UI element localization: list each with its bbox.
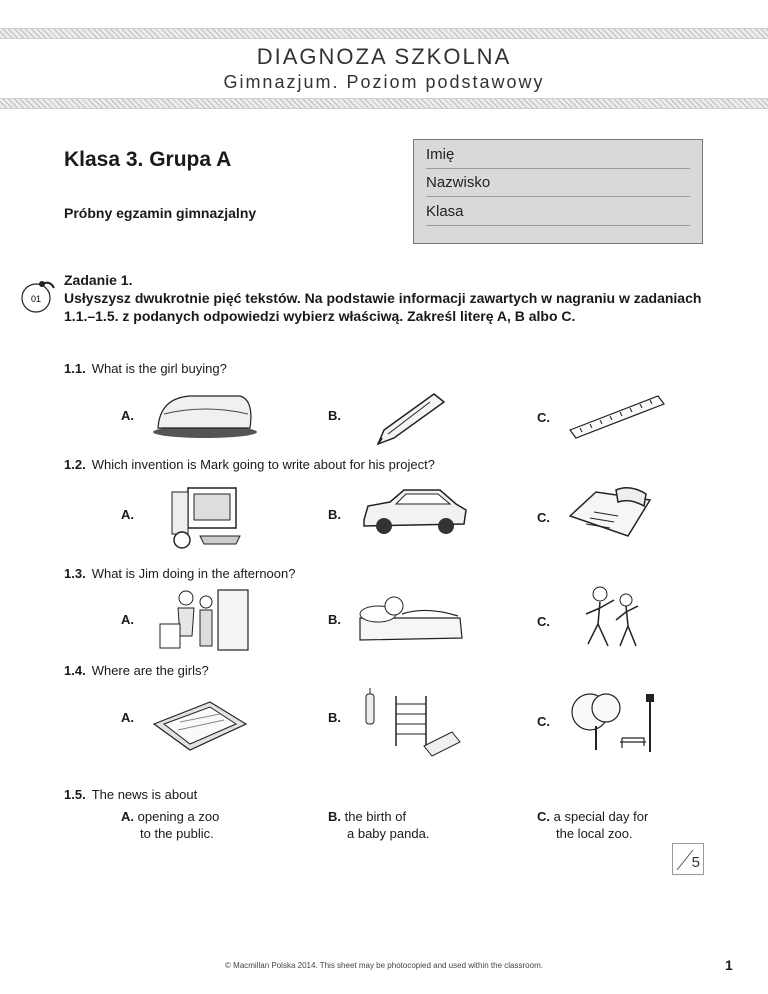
question-1-5 (64, 787, 197, 802)
question-1-4 (64, 663, 209, 678)
question-text: Which invention is Mark going to write about for his project? (91, 457, 435, 472)
question-number: 1.5. (64, 787, 86, 802)
option-c[interactable]: C. (537, 510, 550, 525)
option-b[interactable]: B. (328, 710, 341, 725)
option-c[interactable]: C. (537, 410, 550, 425)
option-a[interactable]: A. (121, 507, 134, 522)
pen-icon (370, 388, 450, 448)
question-number: 1.1. (64, 361, 86, 376)
score-max: 5 (691, 854, 700, 871)
question-number: 1.4. (64, 663, 86, 678)
question-number: 1.3. (64, 566, 86, 581)
pencil-case-icon (150, 390, 260, 440)
option-b[interactable]: B. (328, 507, 341, 522)
option-b[interactable]: B. (328, 612, 341, 627)
header-subtitle: Gimnazjum. Poziom podstawowy (223, 72, 545, 92)
class-title: Klasa 3. Grupa A (64, 148, 232, 171)
kitchen-people-icon (156, 586, 252, 652)
option-b[interactable]: B. (328, 408, 341, 423)
question-1-1 (64, 361, 227, 376)
swimming-pool-icon (150, 694, 250, 754)
option-b: B. (328, 809, 341, 824)
option-a[interactable]: A. (121, 612, 134, 627)
question-text: What is Jim doing in the afternoon? (91, 566, 296, 581)
class-field[interactable] (426, 203, 690, 226)
option-a[interactable]: A. (121, 710, 134, 725)
gym-icon (356, 686, 466, 758)
audio-track-icon (20, 276, 58, 314)
question-1-2 (64, 457, 435, 472)
class-label: Klasa (426, 203, 464, 220)
last-name-label: Nazwisko (426, 174, 491, 191)
question-text: What is the girl buying? (91, 361, 227, 376)
exam-name: Próbny egzamin gimnazjalny (64, 205, 257, 221)
last-name-field[interactable] (426, 174, 690, 197)
option-c[interactable]: C. (537, 714, 550, 729)
track-number: 01 (30, 294, 42, 304)
answer-line: a special day for (553, 809, 649, 824)
park-icon (560, 690, 670, 756)
option-a[interactable]: A. (121, 408, 134, 423)
footer-copyright: © Macmillan Polska 2014. This sheet may be photocopied and used within the classroom. (225, 961, 543, 970)
answer-line: the local zoo. (556, 826, 633, 841)
answer-line: a baby panda. (347, 826, 430, 841)
first-name-field[interactable] (426, 146, 690, 169)
ruler-icon (568, 392, 666, 442)
score-box[interactable] (672, 843, 704, 875)
question-number: 1.2. (64, 457, 86, 472)
option-c[interactable]: C. (537, 614, 550, 629)
answer-line: the birth of (344, 809, 407, 824)
question-text: The news is about (91, 787, 198, 802)
task-instruction: Usłyszysz dwukrotnie pięć tekstów. Na podstawie informacji zawartych w nagraniu w zadaniach 1.1.–1.5. z podanych odpowiedzi wybierz właściwą. Zakreśl literę A, B albo C. (64, 290, 702, 324)
option-a: A. (121, 809, 134, 824)
question-text: Where are the girls? (91, 663, 209, 678)
answer-c[interactable] (537, 808, 648, 842)
header-title: DIAGNOZA SZKOLNA (256, 44, 512, 69)
task-heading: Zadanie 1. (64, 272, 133, 288)
sleeping-icon (356, 588, 466, 644)
option-c: C. (537, 809, 550, 824)
dancing-icon (578, 584, 648, 654)
student-info-box (413, 139, 703, 244)
computer-icon (160, 484, 250, 550)
question-1-3 (64, 566, 295, 581)
telephone-icon (566, 482, 662, 542)
answer-line: to the public. (140, 826, 214, 841)
car-icon (360, 484, 470, 540)
header-band-bottom (0, 98, 768, 109)
page-number: 1 (725, 957, 733, 973)
answer-b[interactable] (328, 808, 429, 842)
answer-line: opening a zoo (137, 809, 220, 824)
answer-a[interactable] (121, 808, 219, 842)
header-band-top (0, 28, 768, 39)
first-name-label: Imię (426, 146, 455, 163)
